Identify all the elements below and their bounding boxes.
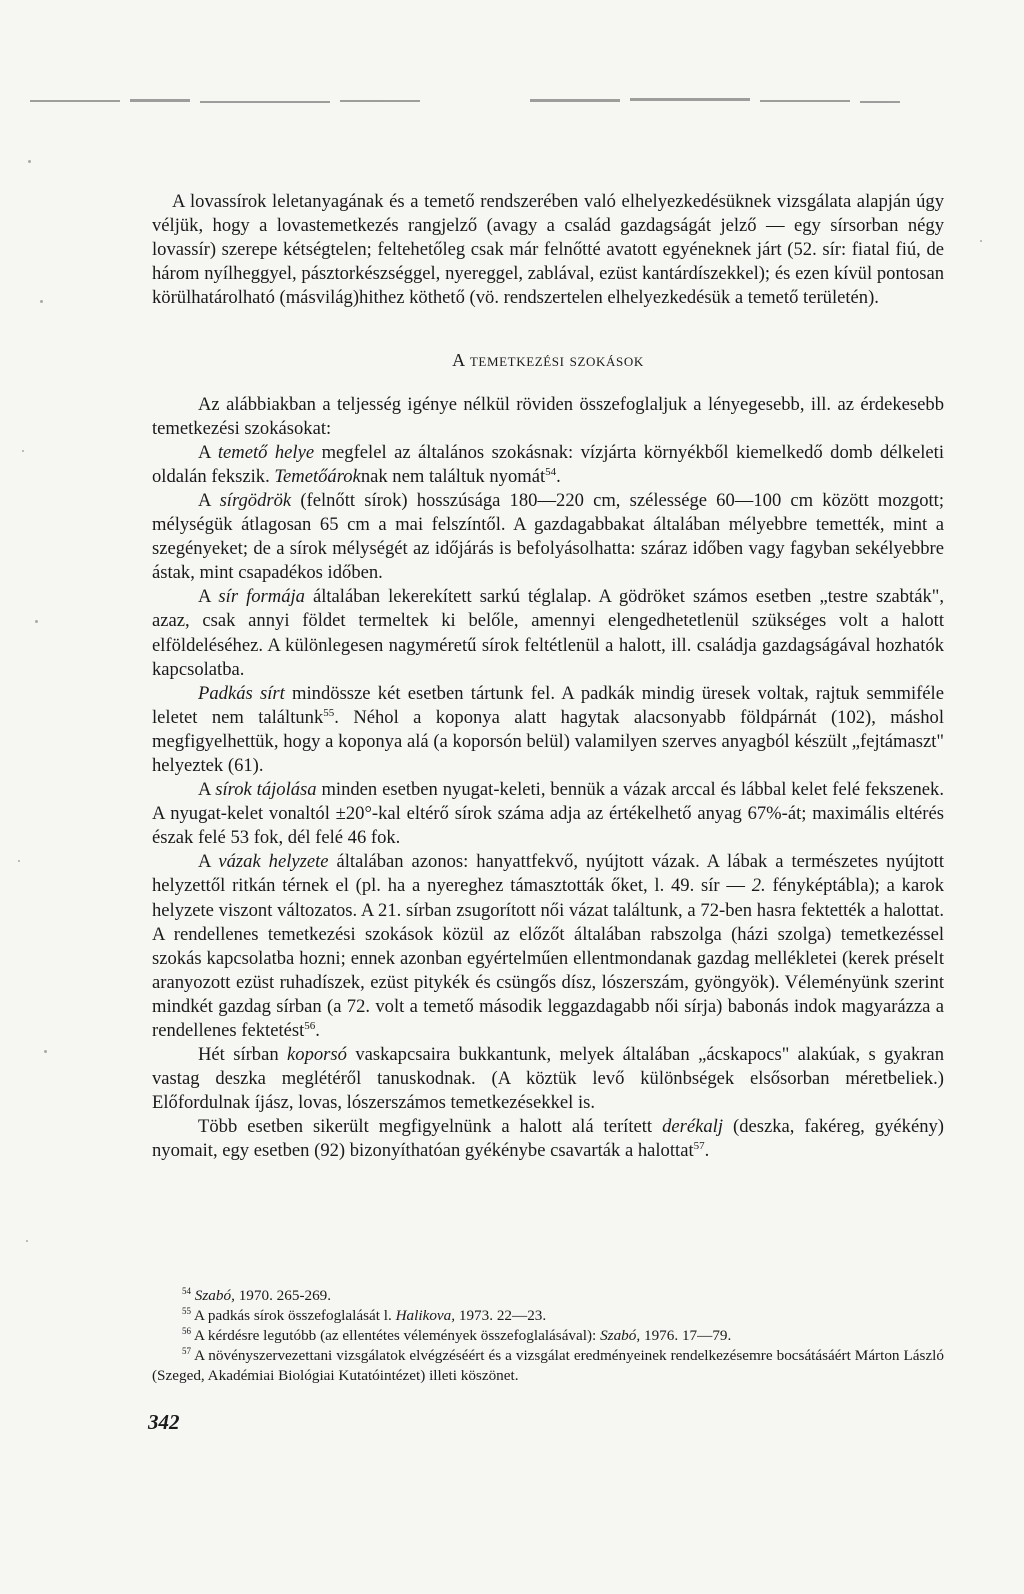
footnote-55: $^{55}$ A padkás sírok összefoglalását l. Halikova, 1973. 22—23. [182,1305,547,1324]
scan-speck [22,450,24,452]
paragraph-sir-formaja: A sír formája általában lekerekített sarkú téglalap. A gödröket számos esetben „testre szabták", azaz, csak annyi földet termeltek ki belőle, amennyi elengedhetetlenül szükséges volt a halott elföldeléséhez. A különlegesen nagyméretű sírok feltétlenül a halott, ill. családja gazdagságával hozhatók kapcsolatba. [152,586,944,680]
paragraph-tajolas: A sírok tájolása minden esetben nyugat-keleti, bennük a vázak arccal és lábbal kelet felé fekszenek. A nyugat-kelet vonaltól ±20°-kal eltérő sírok száma adja az értékelhető anyag 67%-át; maximális eltérés észak felé 53 fok, dél felé 46 fok. [152,779,944,849]
section-heading: A temetkezési szokások [452,350,644,371]
paragraph-vazak-helyzete: A vázak helyzete általában azonos: hanyattfekvő, nyújtott vázak. A lábak a természetes nyújtott helyzettől ritkán térnek el (pl. ha a nyereghez támasztották őket, l. 49. sír — 2. fényképtábla); a karok helyzete viszont változatos. A 21. sírban zsugorított női vázat találtunk, a 72-ben hasra fektették a halottat. A rendellenes temetkezési szokások közül az előzőt általában rabszolga (házi szolga) temetkezéssel szokás kapcsolatba hozni; ennek azonban egyértelműen ellentmondanak gazdag mellékletei (kerek préselt aranyozott ezüst ruhadíszek, ezüst pitykék és csüngős dísz, lószerszám, gyöngyök). Véleményünk szerint mindkét gazdag sírban (a 72. volt a temető második leggazdagabb női sírja) babonás indok magyarázza a rendellenes fektetést$^{56}$. [152,851,944,1041]
paragraph-lovassirok: A lovassírok leletanyagának és a temető rendszerében való elhelyezkedésüknek vizsgálata alapján úgy véljük, hogy a lovastemetkezés rangjelző (avagy a család gazdagságát jelző — egy sírsorban négy lovassír) szerepe kétségtelen; feltehetőleg csak már felnőtté avatott egyéneknek járt (52. sír: fiatal fiú, de három nyílheggyel, pásztorkészséggel, nyereggel, zablával, ezüst kantárdíszekkel); és ezen kívül pontosan körülhatárolható (másvilág)hithez köthető (vö. rendszertelen elhelyezkedésük a temető területén). [152,191,944,309]
paragraph-sirgodrok: A sírgödrök (felnőtt sírok) hosszúsága 180—220 cm, szélessége 60—100 cm között mozgott; mélységük átlagosan 65 cm a mai felszíntől. A gazdagabbakat általában mélyebbre temették, mint a szegényeket; de a sírok mélységét az időjárás is befolyásolhatta: száraz időben vagy fagyban sekélyebbre ástak, mint csapadékos időben. [152,489,944,584]
page-number: 342 [148,1410,180,1434]
footnote-56: $^{56}$ A kérdésre legutóbb (az ellentétes vélemények összefoglalásával): Szabó, 1976. 17—79. [182,1325,732,1344]
paragraph-padkas-sir: Padkás sírt mindössze két esetben tártunk fel. A padkák mindig üresek voltak, rajtuk semmiféle leletet nem találtunk$^{55}$. Néhol a koponya alatt hagytak alacsonyabb földpárnát (102), máshol megfigyelhettük, hogy a koponya alá (a koporsón belül) valamilyen szerves anyagból készült „fejtámaszt" helyeztek (61). [152,682,944,776]
scan-speck [18,860,20,862]
paragraph-derekalj: Több esetben sikerült megfigyelnünk a halott alá terített derékalj (deszka, fakéreg, gyékény) nyomait, egy esetben (92) bizonyíthatóan gyékénybe csavarták a halottat$^{57}$. [152,1116,944,1162]
scan-speck [35,620,38,623]
footnotes [152,1286,944,1386]
paragraph-temeto-helye: A temető helye megfelel az általános szokásnak: vízjárta környékből kiemelkedő domb délkeleti oldalán fekszik. Temetőároknak nem találtuk nyomát$^{54}$. [152,441,944,487]
paragraph-koporso: Hét sírban koporsó vaskapcsaira bukkantunk, melyek általában „ácskapocs" alakúak, s gyakran vastag deszka meglétéről tanuskodnak. (A köztük levő különbségek elsősorban méretbeliek.) Előfordulnak íjász, lovas, lószerszámos temetkezésekkel is. [152,1044,944,1114]
scan-speck [44,1050,47,1053]
scan-speck [26,1240,28,1242]
footnote-57: $^{57}$ A növényszervezettani vizsgálatok elvégzéséért és a vizsgálat eredményeinek rendelkezésemre bocsátásáért Márton László (Szeged, Akadémiai Biológiai Kutatóintézet) illeti köszönet. [152,1345,944,1384]
paragraph-intro: Az alábbiakban a teljesség igénye nélkül röviden összefoglaljuk a lényegesebb, ill. az érdekesebb temetkezési szokásokat: [152,393,944,439]
scan-speck [980,240,982,242]
scan-speck [28,160,31,163]
main-text [152,190,944,1164]
footnote-54: $^{54}$ Szabó, 1970. 265-269. [182,1285,332,1304]
scan-noise [0,96,1024,110]
scan-speck [40,300,43,303]
